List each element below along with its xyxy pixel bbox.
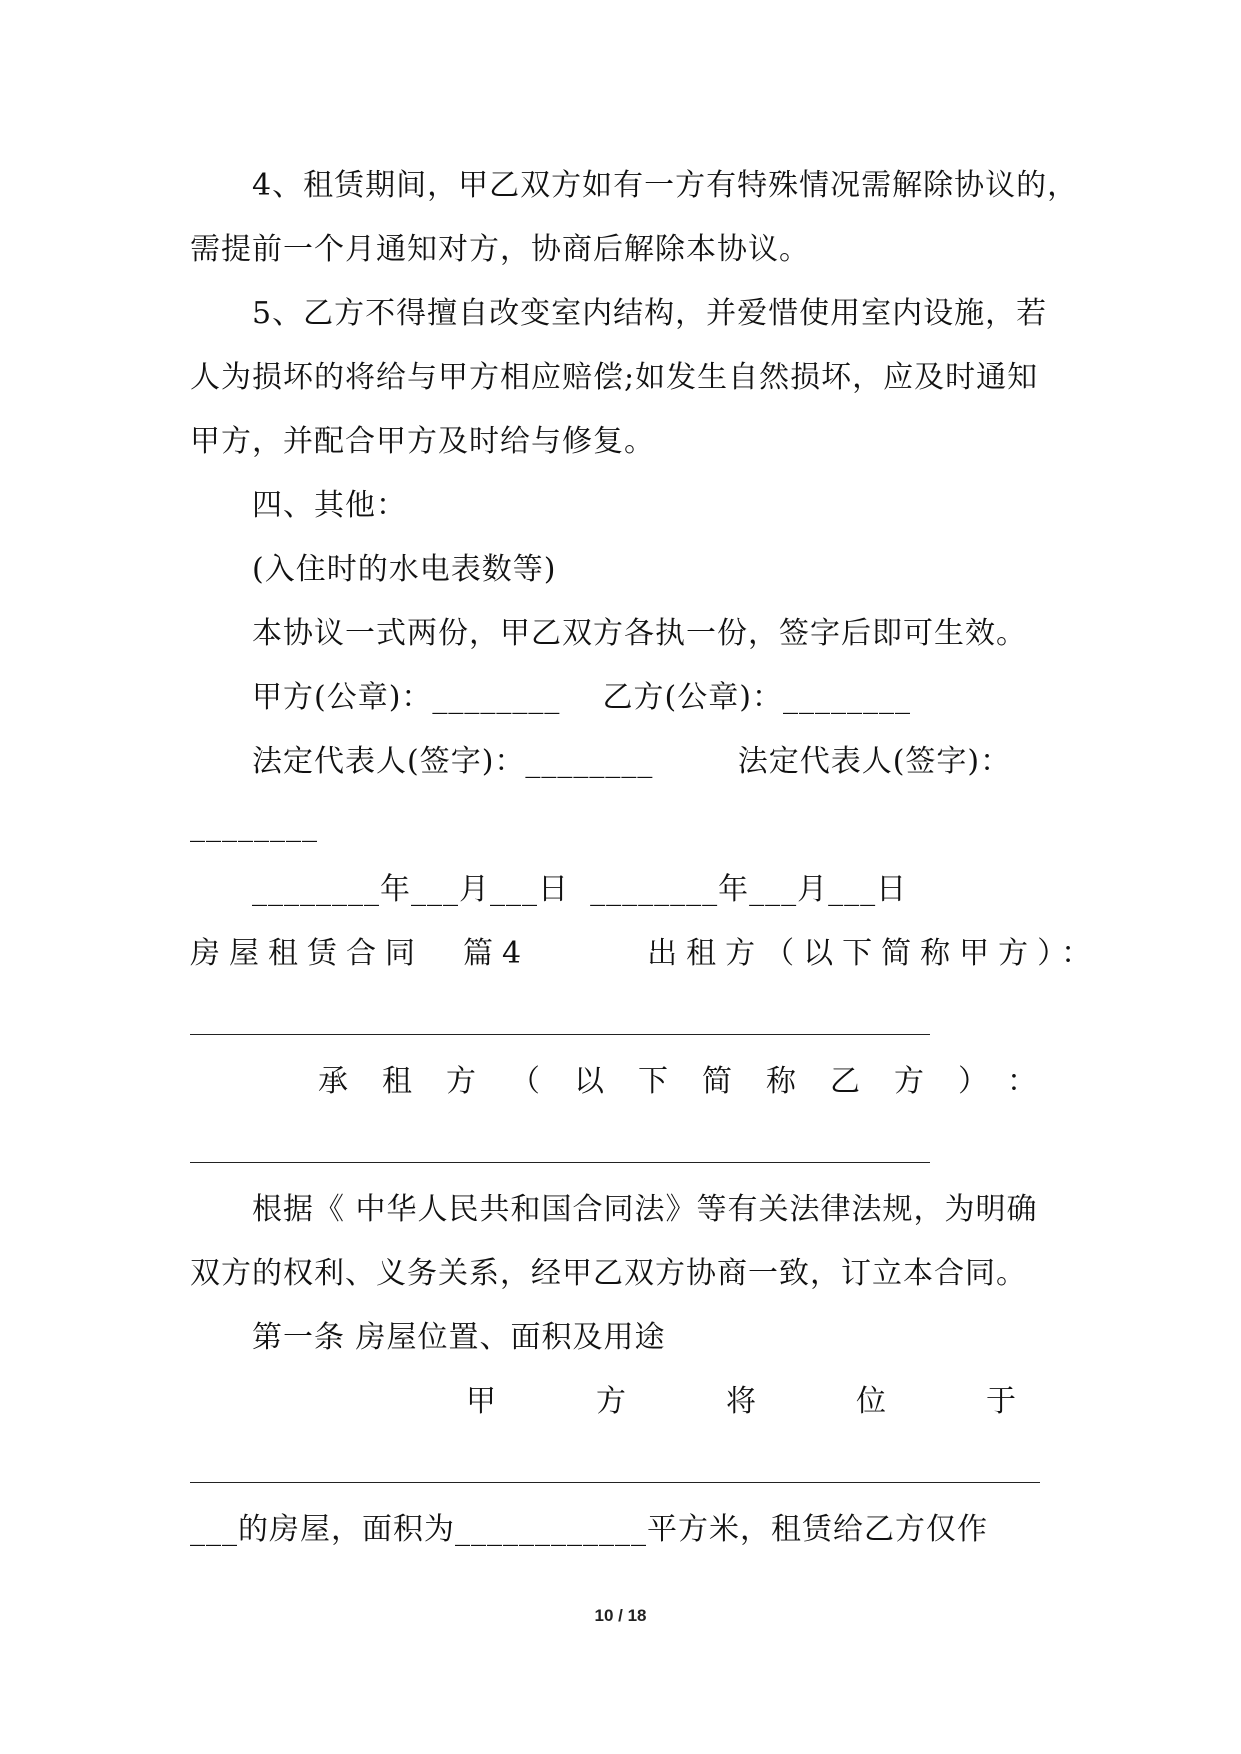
page-number: 10 / 18 bbox=[594, 1606, 647, 1625]
signature-line: 甲方(公章)：________ 乙方(公章)：________ bbox=[252, 680, 911, 715]
section-heading: 四、其他： bbox=[252, 488, 407, 523]
article-heading: 第一条 房屋位置、面积及用途 bbox=[252, 1320, 666, 1355]
text-line: 根据《 中华人民共和国合同法》等有关法律法规，为明确 bbox=[252, 1192, 1038, 1227]
text-line: 双方的权利、义务关系，经甲乙双方协商一致，订立本合同。 bbox=[190, 1256, 1027, 1291]
text-line: ___的房屋，面积为____________平方米，租赁给乙方仅作 bbox=[190, 1512, 988, 1547]
blank-rule bbox=[190, 1482, 1040, 1483]
text-line: 甲方，并配合甲方及时给与修复。 bbox=[190, 424, 655, 459]
text-line: 4、租赁期间，甲乙双方如有一方有特殊情况需解除协议的， bbox=[252, 168, 1079, 203]
text-line: 承租方（以下简称乙方）： bbox=[318, 1064, 1071, 1099]
signature-line: ________ bbox=[190, 808, 318, 843]
signature-line: 法定代表人(签字)：________ 法定代表人(签字)： bbox=[252, 744, 1012, 779]
text-line: 5、乙方不得擅自改变室内结构，并爱惜使用室内设施，若 bbox=[252, 296, 1048, 331]
blank-rule bbox=[190, 1162, 930, 1163]
text-line: 甲方将位于 bbox=[466, 1384, 1116, 1419]
text-line: 人为损坏的将给与甲方相应赔偿;如发生自然损坏，应及时通知 bbox=[190, 360, 1039, 395]
text-line: 需提前一个月通知对方，协商后解除本协议。 bbox=[190, 232, 810, 267]
blank-rule bbox=[190, 1034, 930, 1035]
contract-title-line: 房屋租赁合同 篇4 出租方（以下简称甲方）： bbox=[190, 936, 1101, 971]
text-line: 本协议一式两份，甲乙双方各执一份，签字后即可生效。 bbox=[252, 616, 1027, 651]
text-line: (入住时的水电表数等) bbox=[252, 552, 557, 587]
date-line: ________年___月___日 ________年___月___日 bbox=[252, 872, 908, 907]
